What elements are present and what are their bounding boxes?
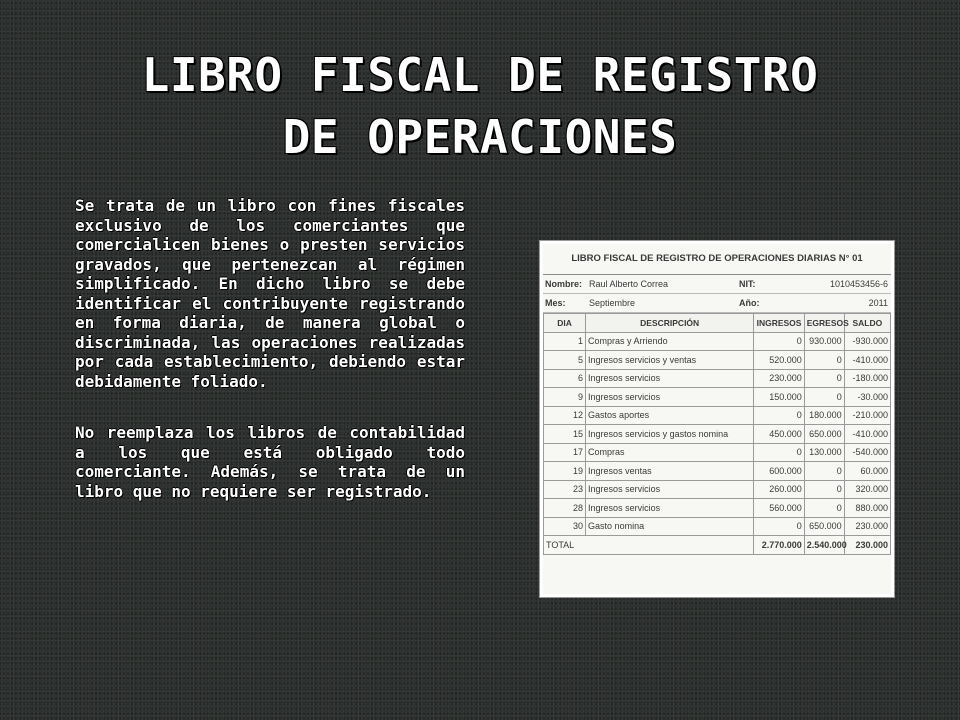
cell-saldo: -410.000 <box>844 425 890 444</box>
cell-dia: 9 <box>544 388 586 407</box>
cell-descripcion: Gastos aportes <box>586 406 754 425</box>
cell-descripcion: Ingresos ventas <box>586 462 754 481</box>
table-row <box>544 369 891 388</box>
cell-descripcion: Ingresos servicios <box>586 499 754 518</box>
cell-descripcion: Compras y Arriendo <box>586 332 754 351</box>
header-ingresos: INGRESOS <box>754 314 804 333</box>
cell-saldo: 60.000 <box>844 462 890 481</box>
mes-value: Septiembre <box>589 298 636 308</box>
table-row <box>544 332 891 351</box>
cell-dia: 6 <box>544 369 586 388</box>
cell-dia: 23 <box>544 480 586 499</box>
header-saldo: SALDO <box>844 314 890 333</box>
cell-dia: 5 <box>544 351 586 370</box>
cell-saldo: -30.000 <box>844 388 890 407</box>
ledger-meta-row-1 <box>543 275 891 294</box>
cell-dia: 17 <box>544 443 586 462</box>
cell-dia: 28 <box>544 499 586 518</box>
cell-egresos: 650.000 <box>804 425 844 444</box>
cell-egresos: 0 <box>804 499 844 518</box>
slide-title-line1: LIBRO FISCAL DE REGISTRO <box>141 48 819 102</box>
mes-label: Mes: <box>545 298 566 308</box>
cell-ingresos: 0 <box>754 443 804 462</box>
table-row <box>544 517 891 536</box>
table-row <box>544 425 891 444</box>
total-saldo: 230.000 <box>844 536 890 555</box>
cell-egresos: 0 <box>804 388 844 407</box>
nit-label: NIT: <box>739 279 756 289</box>
cell-descripcion: Ingresos servicios y gastos nomina <box>586 425 754 444</box>
header-dia: DIA <box>544 314 586 333</box>
cell-egresos: 930.000 <box>804 332 844 351</box>
cell-ingresos: 450.000 <box>754 425 804 444</box>
cell-ingresos: 230.000 <box>754 369 804 388</box>
cell-ingresos: 0 <box>754 517 804 536</box>
cell-ingresos: 520.000 <box>754 351 804 370</box>
cell-dia: 1 <box>544 332 586 351</box>
slide-title-line2: DE OPERACIONES <box>282 110 678 164</box>
cell-ingresos: 260.000 <box>754 480 804 499</box>
ledger-title: LIBRO FISCAL DE REGISTRO DE OPERACIONES DIARIAS N° 01 <box>543 244 891 275</box>
cell-ingresos: 0 <box>754 406 804 425</box>
table-row <box>544 351 891 370</box>
cell-saldo: -410.000 <box>844 351 890 370</box>
cell-egresos: 0 <box>804 351 844 370</box>
cell-descripcion: Compras <box>586 443 754 462</box>
cell-ingresos: 0 <box>754 332 804 351</box>
anio-label: Año: <box>739 298 760 308</box>
cell-saldo: 320.000 <box>844 480 890 499</box>
cell-egresos: 650.000 <box>804 517 844 536</box>
body-paragraph-2: No reemplaza los libros de contabilidad a los que está obligado todo comerciante. Además, se trata de un libro que no requiere ser registrado. <box>75 423 465 501</box>
cell-egresos: 180.000 <box>804 406 844 425</box>
cell-egresos: 130.000 <box>804 443 844 462</box>
nit-value: 1010453456-6 <box>829 279 888 289</box>
nombre-label: Nombre: <box>545 279 583 289</box>
ledger-image <box>540 241 894 597</box>
cell-saldo: -540.000 <box>844 443 890 462</box>
total-egresos: 2.540.000 <box>804 536 844 555</box>
table-row <box>544 462 891 481</box>
cell-saldo: -210.000 <box>844 406 890 425</box>
cell-egresos: 0 <box>804 462 844 481</box>
cell-ingresos: 600.000 <box>754 462 804 481</box>
cell-egresos: 0 <box>804 480 844 499</box>
cell-descripcion: Ingresos servicios <box>586 369 754 388</box>
table-row <box>544 388 891 407</box>
cell-saldo: 230.000 <box>844 517 890 536</box>
ledger-table <box>543 313 891 555</box>
total-label: TOTAL <box>544 536 754 555</box>
cell-saldo: -180.000 <box>844 369 890 388</box>
cell-dia: 12 <box>544 406 586 425</box>
cell-dia: 15 <box>544 425 586 444</box>
cell-ingresos: 560.000 <box>754 499 804 518</box>
cell-dia: 19 <box>544 462 586 481</box>
cell-egresos: 0 <box>804 369 844 388</box>
cell-saldo: 880.000 <box>844 499 890 518</box>
cell-saldo: -930.000 <box>844 332 890 351</box>
anio-value: 2011 <box>868 298 888 308</box>
header-egresos: EGRESOS <box>804 314 844 333</box>
cell-descripcion: Gasto nomina <box>586 517 754 536</box>
cell-ingresos: 150.000 <box>754 388 804 407</box>
slide-title <box>60 44 900 168</box>
table-row <box>544 443 891 462</box>
cell-descripcion: Ingresos servicios <box>586 480 754 499</box>
header-descripcion: DESCRIPCIÓN <box>586 314 754 333</box>
table-row <box>544 480 891 499</box>
slide-body <box>75 196 465 533</box>
cell-dia: 30 <box>544 517 586 536</box>
ledger-header-row <box>544 314 891 333</box>
ledger-meta-row-2 <box>543 294 891 313</box>
nombre-value: Raul Alberto Correa <box>589 279 669 289</box>
total-row <box>544 536 891 555</box>
table-row <box>544 499 891 518</box>
cell-descripcion: Ingresos servicios <box>586 388 754 407</box>
cell-descripcion: Ingresos servicios y ventas <box>586 351 754 370</box>
body-paragraph-1: Se trata de un libro con fines fiscales exclusivo de los comerciantes que comercialicen bienes o presten servicios gravados, que pertenezcan al régimen simplificado. En dicho libro se debe identificar el contribuyente registrando en forma diaria, de manera global o discriminada, las operaciones realizadas por cada establecimiento, debiendo estar debidamente foliado. <box>75 196 465 391</box>
total-ingresos: 2.770.000 <box>754 536 804 555</box>
table-row <box>544 406 891 425</box>
